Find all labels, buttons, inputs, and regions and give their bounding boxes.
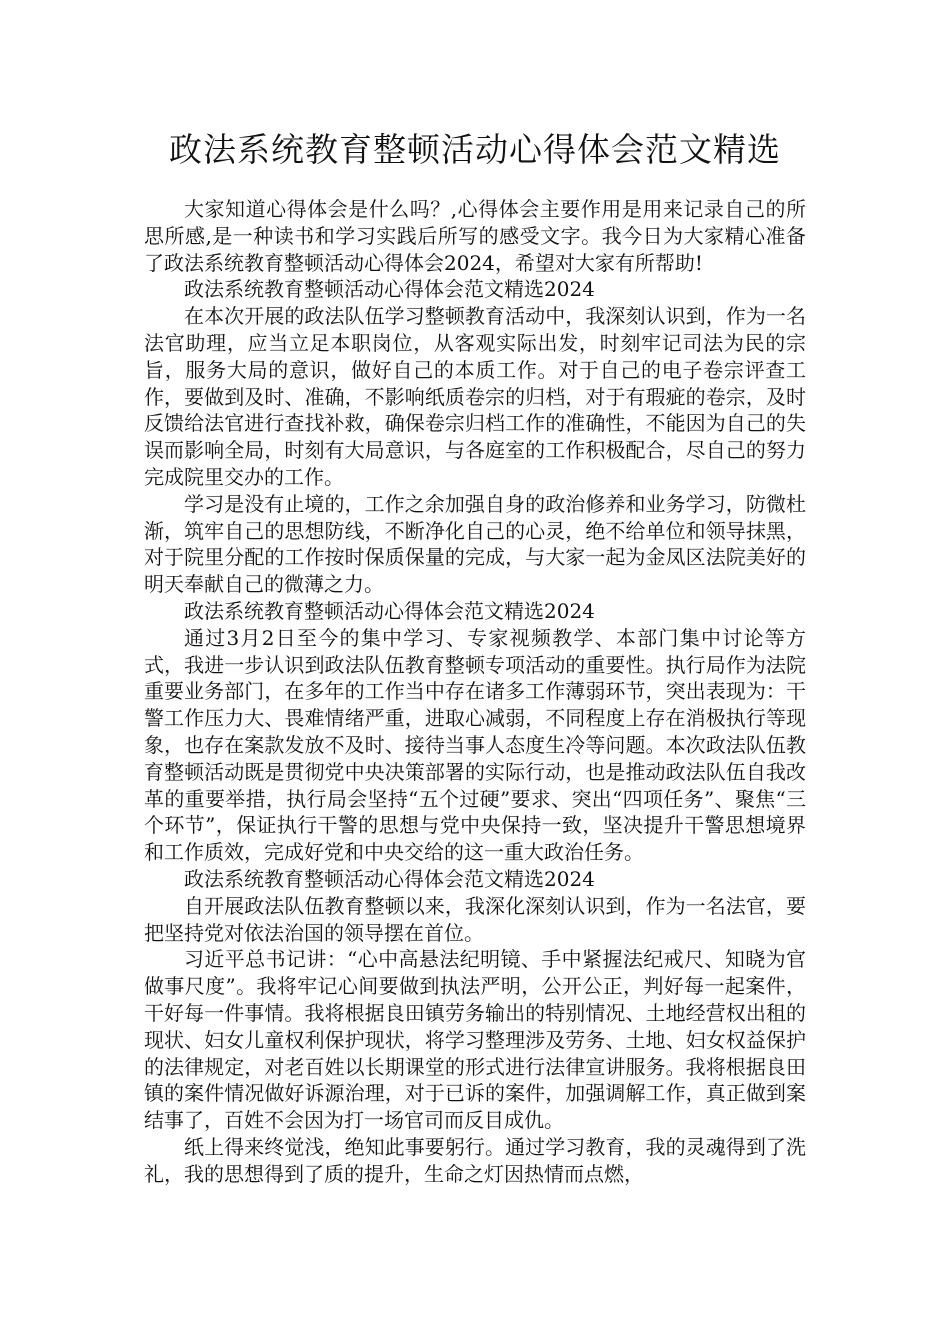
paragraph: 习近平总书记讲：“心中高悬法纪明镜、手中紧握法纪戒尺、知晓为官做事尺度”。我将牢记心间要做到执法严明，公开公正，判好每一起案件，干好每一件事情。我将根据良田镇劳务输出的特别情况、土地经营权出租的现状、妇女儿童权利保护现状，将学习整理涉及劳务、土地、妇女权益保护的法律规定，对老百姓以长期课堂的形式进行法律宣讲服务。我将根据良田镇的案件情况做好诉源治理，对于已诉的案件，加强调解工作，真正做到案结事了，百姓不会因为打一场官司而反目成仇。 <box>144 947 806 1133</box>
paragraph: 学习是没有止境的，工作之余加强自身的政治修养和业务学习，防微杜渐，筑牢自己的思想防线，不断净化自己的心灵，绝不给单位和领导抹黑，对于院里分配的工作按时保质保量的完成，与大家一起为金凤区法院美好的明天奉献自己的微薄之力。 <box>144 491 806 597</box>
section-heading-1: 政法系统教育整顿活动心得体会范文精选2024 <box>184 277 595 302</box>
section-heading-3: 政法系统教育整顿活动心得体会范文精选2024 <box>184 866 595 891</box>
paragraph: 自开展政法队伍教育整顿以来，我深化深刻认识到，作为一名法官，要把坚持党对依法治国的领导摆在首位。 <box>144 893 806 945</box>
document-body <box>144 196 806 1187</box>
paragraph-intro: 大家知道心得体会是什么吗？,心得体会主要作用是用来记录自己的所思所感,是一种读书和学习实践后所写的感受文字。我今日为大家精心准备了政法系统教育整顿活动心得体会2024，希望对大家有所帮助! <box>144 197 806 275</box>
section-heading-2: 政法系统教育整顿活动心得体会范文精选2024 <box>184 598 595 623</box>
paragraph: 通过3月2日至今的集中学习、专家视频教学、本部门集中讨论等方式，我进一步认识到政法队伍教育整顿专项活动的重要性。执行局作为法院重要业务部门，在多年的工作当中存在诸多工作薄弱环节，突出表现为：干警工作压力大、畏难情绪严重，进取心减弱，不同程度上存在消极执行等现象，也存在案款发放不及时、接待当事人态度生冷等问题。本次政法队伍教育整顿活动既是贯彻党中央决策部署的实际行动，也是推动政法队伍自我改革的重要举措，执行局会坚持“五个过硬”要求、突出“四项任务”、聚焦“三个环节”，保证执行干警的思想与党中央保持一致，坚决提升干警思想境界和工作质效，完成好党和中央交给的这一重大政治任务。 <box>144 625 806 865</box>
document-title: 政法系统教育整顿活动心得体会范文精选 <box>169 130 781 169</box>
paragraph: 在本次开展的政法队伍学习整顿教育活动中，我深刻认识到，作为一名法官助理，应当立足本职岗位，从客观实际出发，时刻牢记司法为民的宗旨，服务大局的意识，做好自己的本质工作。对于自己的电子卷宗评查工作，要做到及时、准确，不影响纸质卷宗的归档，对于有瑕疵的卷宗，及时反馈给法官进行查找补救，确保卷宗归档工作的准确性，不能因为自己的失误而影响全局，时刻有大局意识，与各庭室的工作积极配合，尽自己的努力完成院里交办的工作。 <box>144 304 806 489</box>
paragraph: 纸上得来终觉浅，绝知此事要躬行。通过学习教育，我的灵魂得到了洗礼，我的思想得到了质的提升，生命之灯因热情而点燃， <box>144 1134 806 1186</box>
